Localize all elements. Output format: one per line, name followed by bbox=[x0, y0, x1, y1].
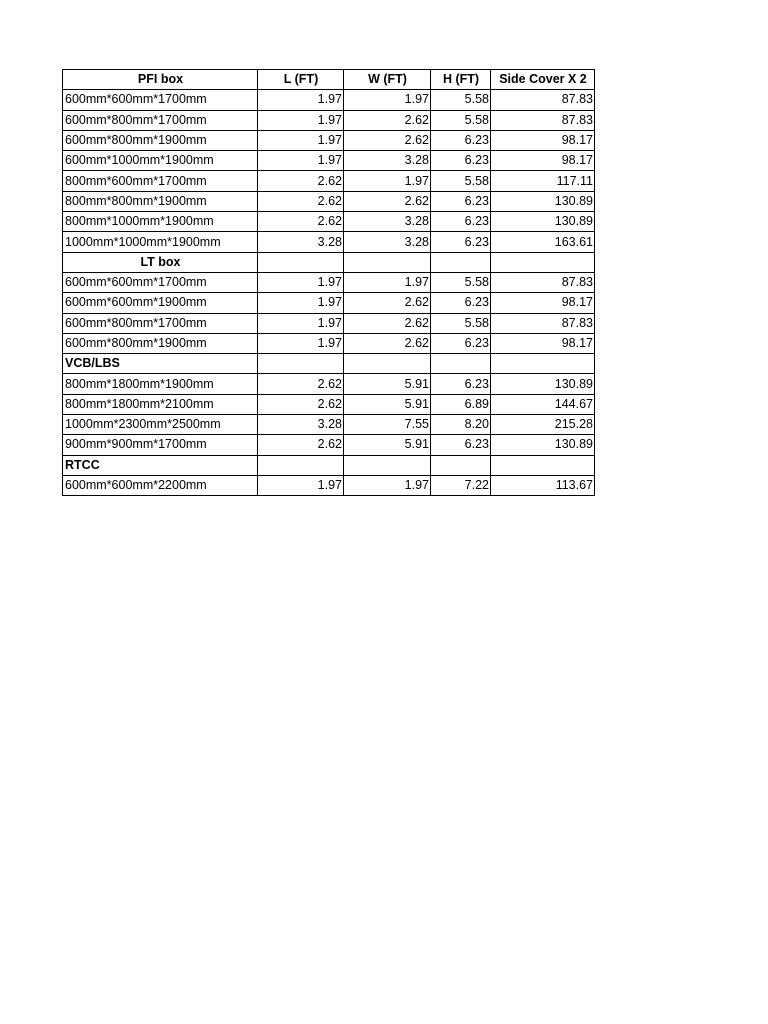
length-cell[interactable]: 2.62 bbox=[258, 212, 344, 232]
length-cell[interactable]: 2.62 bbox=[258, 435, 344, 455]
table-row bbox=[63, 272, 595, 292]
size-cell[interactable]: 600mm*800mm*1700mm bbox=[63, 313, 258, 333]
height-cell[interactable]: 6.23 bbox=[431, 232, 491, 252]
section-label[interactable]: LT box bbox=[63, 252, 258, 272]
length-cell[interactable]: 1.97 bbox=[258, 475, 344, 495]
empty-cell[interactable] bbox=[258, 252, 344, 272]
width-cell[interactable]: 5.91 bbox=[344, 374, 431, 394]
width-cell[interactable]: 1.97 bbox=[344, 90, 431, 110]
width-cell[interactable]: 5.91 bbox=[344, 435, 431, 455]
size-cell[interactable]: 600mm*600mm*1900mm bbox=[63, 293, 258, 313]
side-cover-cell[interactable]: 215.28 bbox=[491, 415, 595, 435]
side-cover-cell[interactable]: 98.17 bbox=[491, 293, 595, 313]
section-row bbox=[63, 455, 595, 475]
side-cover-cell[interactable]: 130.89 bbox=[491, 191, 595, 211]
table-row bbox=[63, 313, 595, 333]
empty-cell[interactable] bbox=[344, 455, 431, 475]
side-cover-cell[interactable]: 144.67 bbox=[491, 394, 595, 414]
size-cell[interactable]: 600mm*600mm*2200mm bbox=[63, 475, 258, 495]
height-cell[interactable]: 6.89 bbox=[431, 394, 491, 414]
height-cell[interactable]: 5.58 bbox=[431, 313, 491, 333]
height-cell[interactable]: 6.23 bbox=[431, 130, 491, 150]
size-cell[interactable]: 800mm*1800mm*2100mm bbox=[63, 394, 258, 414]
height-cell[interactable]: 5.58 bbox=[431, 90, 491, 110]
length-cell[interactable]: 1.97 bbox=[258, 272, 344, 292]
empty-cell[interactable] bbox=[258, 455, 344, 475]
size-cell[interactable]: 900mm*900mm*1700mm bbox=[63, 435, 258, 455]
width-cell[interactable]: 2.62 bbox=[344, 293, 431, 313]
dimensions-table bbox=[62, 69, 595, 496]
height-cell[interactable]: 5.58 bbox=[431, 272, 491, 292]
header-pfi-box[interactable]: PFI box bbox=[63, 70, 258, 90]
length-cell[interactable]: 1.97 bbox=[258, 90, 344, 110]
side-cover-cell[interactable]: 130.89 bbox=[491, 435, 595, 455]
length-cell[interactable]: 3.28 bbox=[258, 232, 344, 252]
section-label[interactable]: RTCC bbox=[63, 455, 258, 475]
table-row bbox=[63, 171, 595, 191]
height-cell[interactable]: 6.23 bbox=[431, 333, 491, 353]
length-cell[interactable]: 1.97 bbox=[258, 151, 344, 171]
table-row bbox=[63, 110, 595, 130]
size-cell[interactable]: 600mm*600mm*1700mm bbox=[63, 90, 258, 110]
size-cell[interactable]: 600mm*800mm*1900mm bbox=[63, 333, 258, 353]
width-cell[interactable]: 5.91 bbox=[344, 394, 431, 414]
side-cover-cell[interactable]: 87.83 bbox=[491, 272, 595, 292]
size-cell[interactable]: 800mm*800mm*1900mm bbox=[63, 191, 258, 211]
table-row bbox=[63, 333, 595, 353]
table-row bbox=[63, 394, 595, 414]
size-cell[interactable]: 600mm*800mm*1700mm bbox=[63, 110, 258, 130]
side-cover-cell[interactable]: 113.67 bbox=[491, 475, 595, 495]
height-cell[interactable]: 5.58 bbox=[431, 171, 491, 191]
side-cover-cell[interactable]: 87.83 bbox=[491, 90, 595, 110]
table-row bbox=[63, 90, 595, 110]
height-cell[interactable]: 6.23 bbox=[431, 151, 491, 171]
size-cell[interactable]: 800mm*1800mm*1900mm bbox=[63, 374, 258, 394]
length-cell[interactable]: 1.97 bbox=[258, 333, 344, 353]
empty-cell[interactable] bbox=[491, 252, 595, 272]
section-row bbox=[63, 252, 595, 272]
table-row bbox=[63, 415, 595, 435]
header-side-cover[interactable]: Side Cover X 2 bbox=[491, 70, 595, 90]
length-cell[interactable]: 1.97 bbox=[258, 110, 344, 130]
width-cell[interactable]: 1.97 bbox=[344, 171, 431, 191]
width-cell[interactable]: 3.28 bbox=[344, 151, 431, 171]
size-cell[interactable]: 600mm*800mm*1900mm bbox=[63, 130, 258, 150]
section-row bbox=[63, 354, 595, 374]
table-row bbox=[63, 232, 595, 252]
length-cell[interactable]: 1.97 bbox=[258, 130, 344, 150]
empty-cell[interactable] bbox=[491, 455, 595, 475]
side-cover-cell[interactable]: 130.89 bbox=[491, 374, 595, 394]
height-cell[interactable]: 6.23 bbox=[431, 293, 491, 313]
side-cover-cell[interactable]: 130.89 bbox=[491, 212, 595, 232]
width-cell[interactable]: 1.97 bbox=[344, 475, 431, 495]
size-cell[interactable]: 800mm*600mm*1700mm bbox=[63, 171, 258, 191]
header-length-ft[interactable]: L (FT) bbox=[258, 70, 344, 90]
header-width-ft[interactable]: W (FT) bbox=[344, 70, 431, 90]
length-cell[interactable]: 3.28 bbox=[258, 415, 344, 435]
table-row bbox=[63, 151, 595, 171]
side-cover-cell[interactable]: 87.83 bbox=[491, 313, 595, 333]
empty-cell[interactable] bbox=[431, 252, 491, 272]
height-cell[interactable]: 6.23 bbox=[431, 374, 491, 394]
table-row bbox=[63, 191, 595, 211]
height-cell[interactable]: 5.58 bbox=[431, 110, 491, 130]
header-height-ft[interactable]: H (FT) bbox=[431, 70, 491, 90]
height-cell[interactable]: 6.23 bbox=[431, 212, 491, 232]
width-cell[interactable]: 2.62 bbox=[344, 130, 431, 150]
table-row bbox=[63, 475, 595, 495]
size-cell[interactable]: 1000mm*2300mm*2500mm bbox=[63, 415, 258, 435]
table-row bbox=[63, 130, 595, 150]
side-cover-cell[interactable]: 98.17 bbox=[491, 151, 595, 171]
height-cell[interactable]: 6.23 bbox=[431, 435, 491, 455]
side-cover-cell[interactable]: 98.17 bbox=[491, 333, 595, 353]
length-cell[interactable]: 2.62 bbox=[258, 374, 344, 394]
side-cover-cell[interactable]: 163.61 bbox=[491, 232, 595, 252]
size-cell[interactable]: 600mm*1000mm*1900mm bbox=[63, 151, 258, 171]
length-cell[interactable]: 2.62 bbox=[258, 394, 344, 414]
section-label[interactable]: VCB/LBS bbox=[63, 354, 258, 374]
empty-cell[interactable] bbox=[431, 354, 491, 374]
empty-cell[interactable] bbox=[431, 455, 491, 475]
length-cell[interactable]: 1.97 bbox=[258, 293, 344, 313]
length-cell[interactable]: 1.97 bbox=[258, 313, 344, 333]
height-cell[interactable]: 7.22 bbox=[431, 475, 491, 495]
table-row bbox=[63, 435, 595, 455]
side-cover-cell[interactable]: 117.11 bbox=[491, 171, 595, 191]
table-row bbox=[63, 212, 595, 232]
size-cell[interactable]: 600mm*600mm*1700mm bbox=[63, 272, 258, 292]
side-cover-cell[interactable]: 98.17 bbox=[491, 130, 595, 150]
length-cell[interactable]: 2.62 bbox=[258, 171, 344, 191]
header-row bbox=[63, 70, 595, 90]
width-cell[interactable]: 3.28 bbox=[344, 212, 431, 232]
table-row bbox=[63, 293, 595, 313]
width-cell[interactable]: 2.62 bbox=[344, 333, 431, 353]
empty-cell[interactable] bbox=[344, 354, 431, 374]
table-row bbox=[63, 374, 595, 394]
width-cell[interactable]: 7.55 bbox=[344, 415, 431, 435]
empty-cell[interactable] bbox=[344, 252, 431, 272]
length-cell[interactable]: 2.62 bbox=[258, 191, 344, 211]
size-cell[interactable]: 800mm*1000mm*1900mm bbox=[63, 212, 258, 232]
width-cell[interactable]: 3.28 bbox=[344, 232, 431, 252]
width-cell[interactable]: 2.62 bbox=[344, 191, 431, 211]
size-cell[interactable]: 1000mm*1000mm*1900mm bbox=[63, 232, 258, 252]
width-cell[interactable]: 1.97 bbox=[344, 272, 431, 292]
empty-cell[interactable] bbox=[258, 354, 344, 374]
table-body bbox=[63, 90, 595, 496]
width-cell[interactable]: 2.62 bbox=[344, 313, 431, 333]
width-cell[interactable]: 2.62 bbox=[344, 110, 431, 130]
height-cell[interactable]: 6.23 bbox=[431, 191, 491, 211]
side-cover-cell[interactable]: 87.83 bbox=[491, 110, 595, 130]
height-cell[interactable]: 8.20 bbox=[431, 415, 491, 435]
empty-cell[interactable] bbox=[491, 354, 595, 374]
